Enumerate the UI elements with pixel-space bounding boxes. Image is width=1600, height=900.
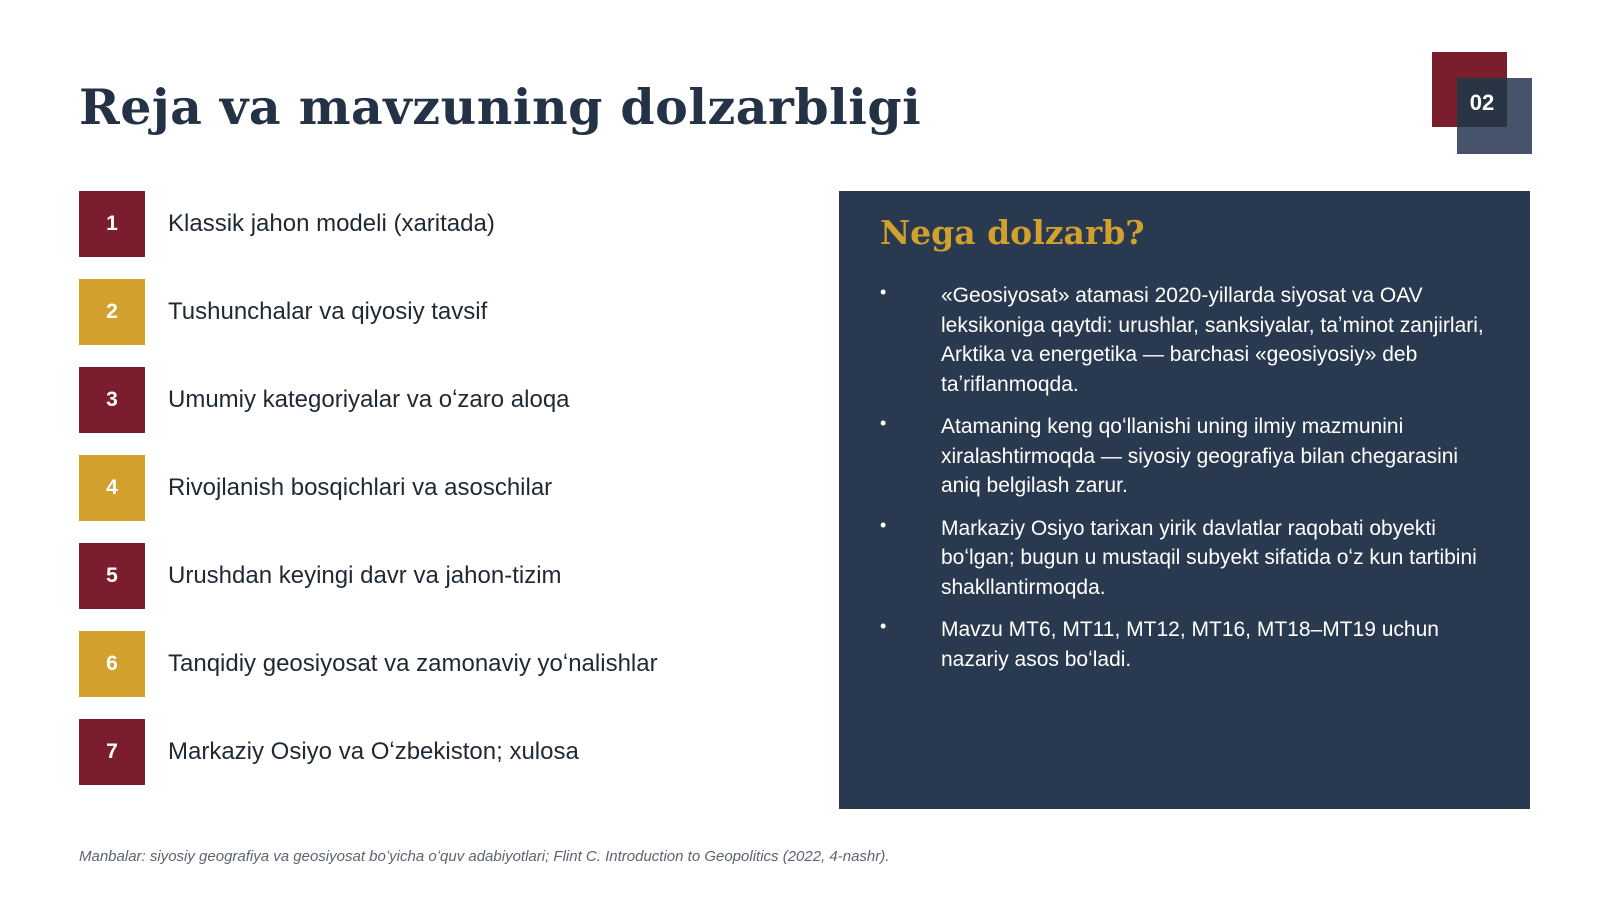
agenda-number-box: 6 xyxy=(79,631,145,697)
agenda-number-box: 5 xyxy=(79,543,145,609)
agenda-item-label: Tushunchalar va qiyosiy tavsif xyxy=(168,298,488,325)
agenda-number-box: 7 xyxy=(79,719,145,785)
bullet-dot-icon: • xyxy=(880,616,887,636)
bullet-text: Mavzu MT6, MT11, MT12, MT16, MT18–MT19 uchun nazariy asos boʻladi. xyxy=(941,618,1439,671)
agenda-item-label: Umumiy kategoriyalar va oʻzaro aloqa xyxy=(168,386,570,413)
bullet-item xyxy=(880,412,1500,501)
bullet-dot-icon: • xyxy=(880,282,887,302)
agenda-number-box: 1 xyxy=(79,191,145,257)
bullet-item xyxy=(880,615,1500,674)
agenda-item-7 xyxy=(79,719,658,785)
agenda-item-label: Klassik jahon modeli (xaritada) xyxy=(168,210,495,237)
bullet-text: «Geosiyosat» atamasi 2020-yillarda siyosat va OAV leksikoniga qaytdi: urushlar, sanksiyalar, taʼminot zanjirlari, Arktika va energetika — barchasi «geosiyosiy» deb taʼriflanmoqda. xyxy=(941,284,1484,396)
agenda-item-3 xyxy=(79,367,658,433)
agenda-item-5 xyxy=(79,543,658,609)
slide-number: 02 xyxy=(1457,78,1507,127)
bullet-item xyxy=(880,281,1500,399)
agenda-list xyxy=(79,191,658,785)
bullet-dot-icon: • xyxy=(880,514,887,535)
slide-number-badge xyxy=(1432,52,1532,154)
page-title: Reja va mavzuning dolzarbligi xyxy=(79,78,922,136)
agenda-item-label: Markaziy Osiyo va Oʻzbekiston; xulosa xyxy=(168,738,579,765)
relevance-panel xyxy=(839,191,1530,809)
agenda-item-label: Urushdan keyingi davr va jahon-tizim xyxy=(168,562,562,589)
agenda-number-box: 4 xyxy=(79,455,145,521)
agenda-item-2 xyxy=(79,279,658,345)
bullet-text: Atamaning keng qoʻllanishi uning ilmiy mazmunini xiralashtirmoqda — siyosiy geografiya bilan chegarasini aniq belgilash zarur. xyxy=(941,415,1459,497)
bullet-item xyxy=(880,514,1500,603)
agenda-item-1 xyxy=(79,191,658,257)
agenda-item-4 xyxy=(79,455,658,521)
agenda-number-box: 2 xyxy=(79,279,145,345)
agenda-item-label: Rivojlanish bosqichlari va asoschilar xyxy=(168,474,553,501)
bullet-text: Markaziy Osiyo tarixan yirik davlatlar raqobati obyekti boʻlgan; bugun u mustaqil subyekt sifatida oʻz kun tartibini shakllantirmoqda. xyxy=(941,516,1477,599)
source-note: Manbalar: siyosiy geografiya va geosiyosat boʻyicha oʻquv adabiyotlari; Flint C. Introduction to Geopolitics (2022, 4-nashr). xyxy=(79,848,890,865)
relevance-bullet-list xyxy=(880,281,1500,687)
agenda-item-6 xyxy=(79,631,658,697)
bullet-dot-icon: • xyxy=(880,413,887,433)
agenda-item-label: Tanqidiy geosiyosat va zamonaviy yoʻnalishlar xyxy=(168,650,658,677)
agenda-number-box: 3 xyxy=(79,367,145,433)
panel-title: Nega dolzarb? xyxy=(880,213,1145,252)
